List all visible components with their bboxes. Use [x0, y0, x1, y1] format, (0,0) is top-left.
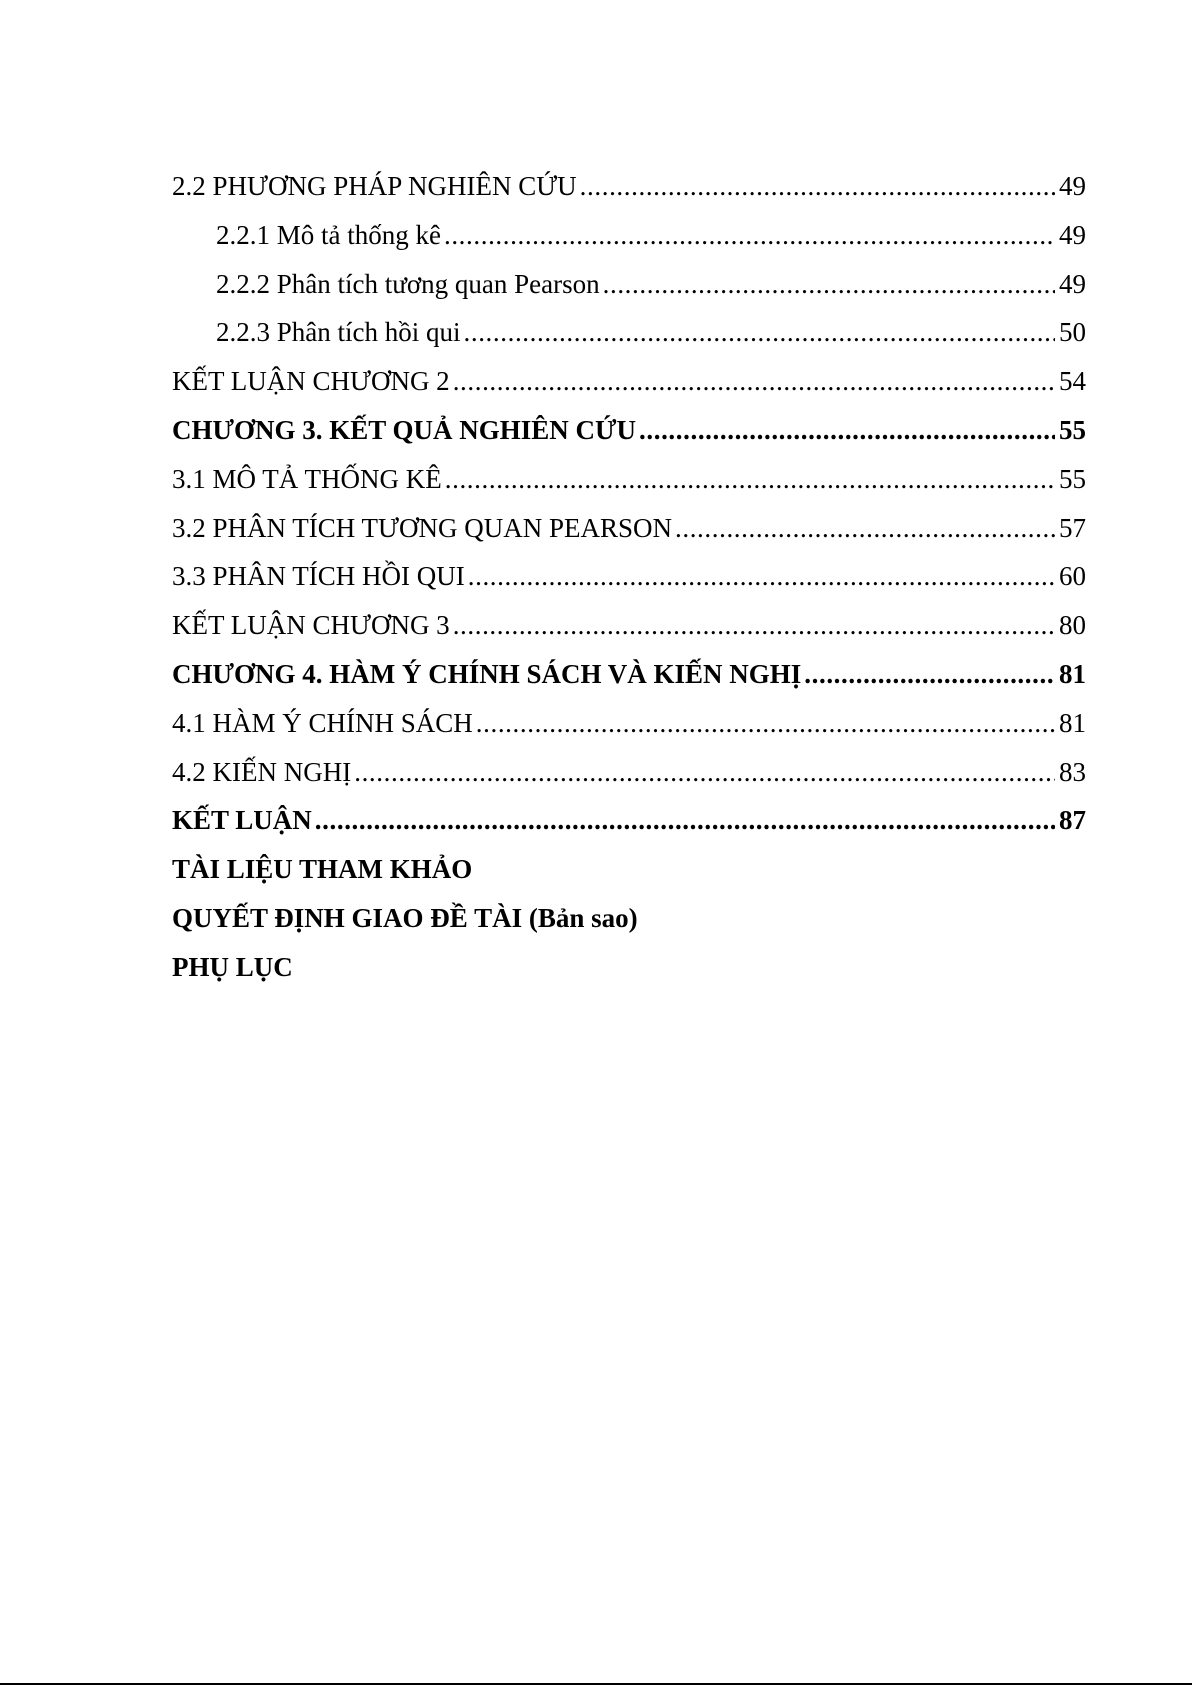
toc-entry-4-1[interactable] [172, 699, 1086, 748]
toc-dot-leader [453, 357, 1055, 406]
toc-page-number: 49 [1059, 171, 1086, 201]
toc-entry-chapter-3-conclusion[interactable] [172, 601, 1086, 650]
toc-page-number: 87 [1059, 805, 1086, 836]
toc-page-number: 49 [1059, 219, 1086, 250]
toc-dot-leader [445, 455, 1055, 504]
toc-entry-2-2-1[interactable] [172, 211, 1086, 260]
toc-entry-chapter-3[interactable] [172, 406, 1086, 455]
toc-entry-title: 2.2.2 Phân tích tương quan Pearson [216, 268, 600, 299]
toc-entry-title: 3.1 MÔ TẢ THỐNG KÊ [172, 463, 442, 494]
toc-dot-leader [804, 650, 1055, 699]
toc-entry-title: 3.3 PHÂN TÍCH HỒI QUI [172, 561, 465, 592]
toc-page-number: 55 [1059, 414, 1086, 445]
toc-page-number: 49 [1059, 268, 1086, 299]
toc-dot-leader [453, 601, 1055, 650]
toc-entry-chapter-2-conclusion[interactable] [172, 357, 1086, 406]
toc-entry-3-1[interactable] [172, 455, 1086, 504]
toc-dot-leader [476, 699, 1055, 748]
toc-entry-2-2-2[interactable] [172, 260, 1086, 309]
toc-dot-leader [603, 260, 1055, 309]
table-of-contents [172, 162, 1086, 992]
toc-entry-title: KẾT LUẬN CHƯƠNG 3 [172, 610, 450, 641]
toc-dot-leader [354, 748, 1055, 797]
toc-page-number: 60 [1059, 561, 1086, 592]
toc-entry-title: 2.2.3 Phân tích hồi qui [216, 317, 461, 348]
toc-entry-title: 4.2 KIẾN NGHỊ [172, 756, 352, 787]
toc-page-number: 57 [1059, 512, 1086, 543]
toc-entry-title: 2.2.1 Mô tả thống kê [216, 219, 441, 250]
toc-entry-title: QUYẾT ĐỊNH GIAO ĐỀ TÀI (Bản sao) [172, 902, 638, 933]
toc-entry-title: CHƯƠNG 3. KẾT QUẢ NGHIÊN CỨU [172, 414, 637, 445]
toc-entry-appendix[interactable] [172, 943, 1086, 992]
toc-dot-leader [468, 552, 1055, 601]
toc-entry-4-2[interactable] [172, 748, 1086, 797]
toc-entry-title: 3.2 PHÂN TÍCH TƯƠNG QUAN PEARSON [172, 512, 672, 543]
toc-entry-title: 2.2 PHƯƠNG PHÁP NGHIÊN CỨU [172, 171, 577, 201]
toc-entry-conclusion[interactable] [172, 796, 1086, 845]
toc-dot-leader [639, 406, 1055, 455]
toc-dot-leader [444, 211, 1055, 260]
toc-entry-2-2[interactable] [172, 162, 1086, 211]
toc-entry-assignment-decision[interactable] [172, 894, 1086, 943]
toc-entry-2-2-3[interactable] [172, 308, 1086, 357]
toc-page-number: 80 [1059, 610, 1086, 641]
toc-entry-title: 4.1 HÀM Ý CHÍNH SÁCH [172, 707, 473, 738]
toc-page-number: 50 [1059, 317, 1086, 348]
toc-entry-title: TÀI LIỆU THAM KHẢO [172, 854, 473, 885]
toc-entry-references[interactable] [172, 845, 1086, 894]
toc-page-number: 54 [1059, 366, 1086, 397]
toc-page-number: 81 [1059, 707, 1086, 738]
toc-entry-3-2[interactable] [172, 504, 1086, 553]
toc-entry-title: PHỤ LỤC [172, 951, 293, 982]
toc-entry-title: KẾT LUẬN [172, 805, 312, 836]
toc-dot-leader [675, 504, 1055, 553]
toc-entry-title: CHƯƠNG 4. HÀM Ý CHÍNH SÁCH VÀ KIẾN NGHỊ [172, 658, 802, 689]
toc-page-number: 83 [1059, 756, 1086, 787]
toc-entry-chapter-4[interactable] [172, 650, 1086, 699]
toc-dot-leader [464, 308, 1056, 357]
toc-page-number: 55 [1059, 463, 1086, 494]
toc-dot-leader [580, 162, 1055, 211]
toc-dot-leader [315, 796, 1055, 845]
toc-page-number: 81 [1059, 658, 1086, 689]
toc-entry-3-3[interactable] [172, 552, 1086, 601]
toc-entry-title: KẾT LUẬN CHƯƠNG 2 [172, 366, 450, 397]
